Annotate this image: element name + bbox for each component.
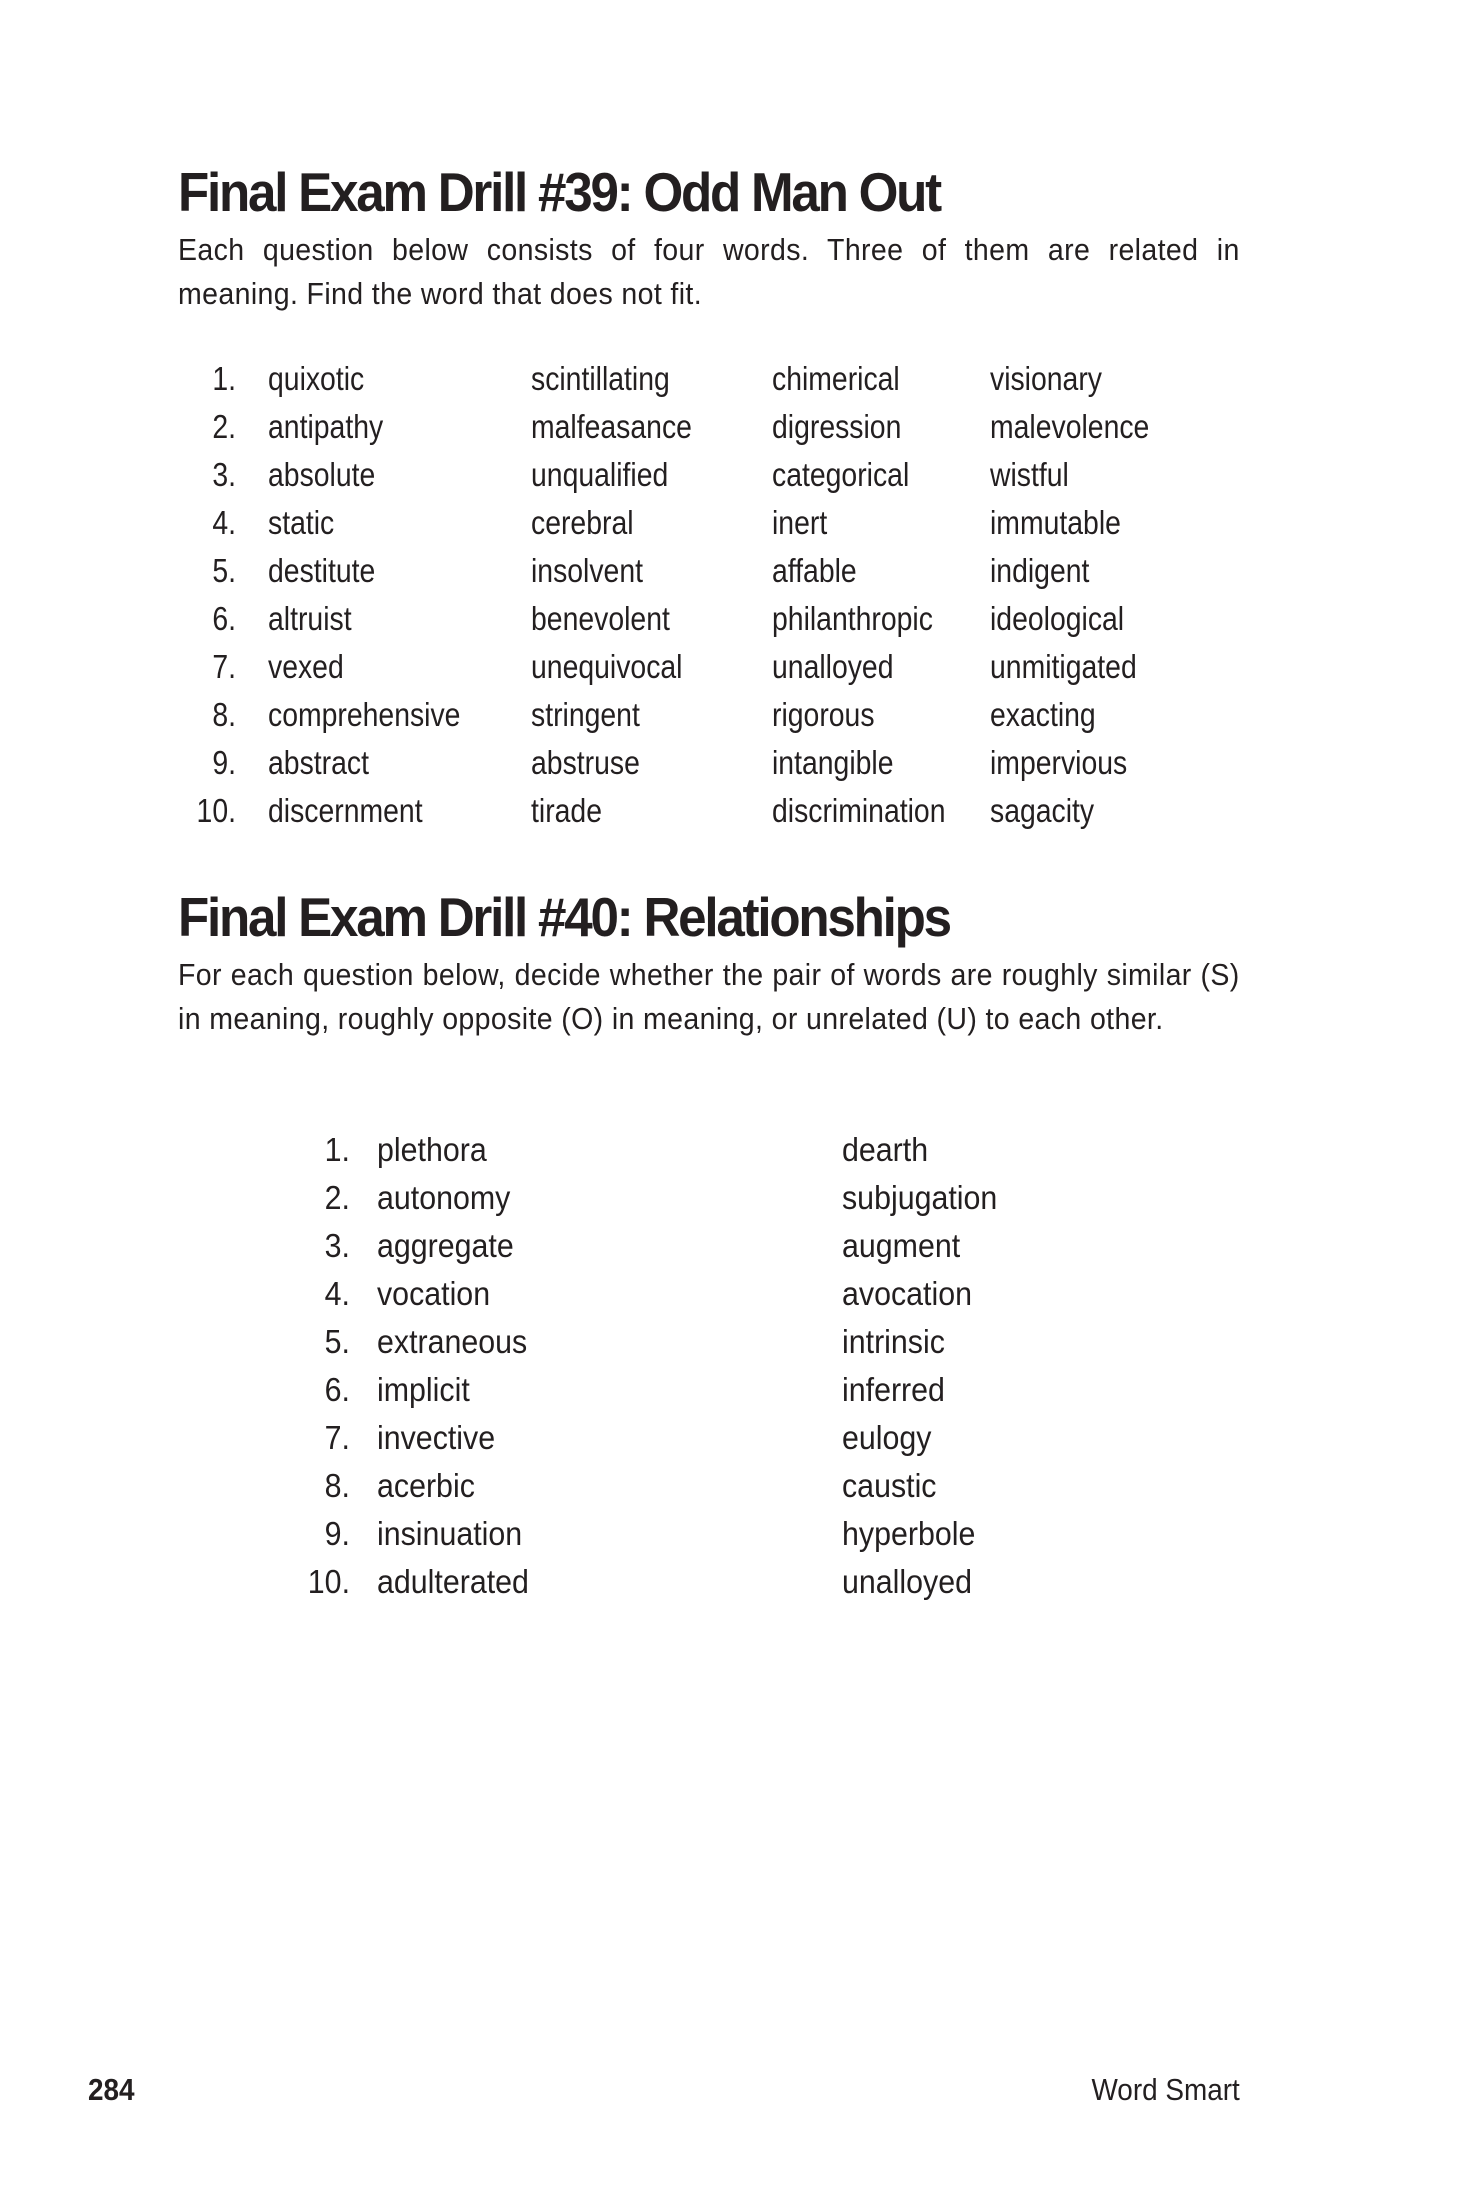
word-2: tirade (531, 792, 603, 829)
list-item (0, 739, 1459, 787)
word-3: categorical (772, 456, 910, 493)
word-3: rigorous (772, 696, 875, 733)
word-1: acerbic (377, 1467, 475, 1504)
word-4: immutable (990, 504, 1121, 541)
word-4: wistful (990, 456, 1069, 493)
word-1: invective (377, 1419, 496, 1456)
word-2: hyperbole (842, 1515, 976, 1552)
item-number: 7. (212, 648, 236, 685)
word-3: inert (772, 504, 828, 541)
drill-40-instructions: For each question below, decide whether the pair of words are roughly similar (S) in meaning, roughly opposite (O) in meaning, or unrelated (U) to each other. (178, 957, 1240, 1036)
word-2: inferred (842, 1371, 945, 1408)
word-4: impervious (990, 744, 1128, 781)
word-3: affable (772, 552, 857, 589)
word-1: discernment (268, 792, 423, 829)
list-item (0, 1222, 1459, 1270)
word-2: avocation (842, 1275, 972, 1312)
word-3: digression (772, 408, 902, 445)
word-2: unalloyed (842, 1563, 972, 1600)
item-number: 3. (324, 1227, 350, 1264)
item-number: 3. (212, 456, 236, 493)
word-3: discrimination (772, 792, 946, 829)
list-item (0, 547, 1459, 595)
drill-40-section (178, 885, 1240, 1041)
word-4: unmitigated (990, 648, 1137, 685)
list-item (0, 1414, 1459, 1462)
item-number: 6. (212, 600, 236, 637)
drill-39-section (178, 160, 1240, 316)
item-number: 10. (307, 1563, 350, 1600)
item-number: 1. (324, 1131, 350, 1168)
drill-39-word-list (0, 355, 1459, 835)
list-item (0, 403, 1459, 451)
word-2: caustic (842, 1467, 937, 1504)
list-item (0, 1318, 1459, 1366)
word-4: visionary (990, 360, 1102, 397)
item-number: 7. (324, 1419, 350, 1456)
word-1: antipathy (268, 408, 384, 445)
list-item (0, 1510, 1459, 1558)
page-footer (88, 2070, 1240, 2110)
list-item (0, 1366, 1459, 1414)
word-3: intangible (772, 744, 894, 781)
item-number: 8. (212, 696, 236, 733)
word-3: chimerical (772, 360, 900, 397)
item-number: 4. (212, 504, 236, 541)
page-number: 284 (88, 2072, 135, 2107)
word-4: exacting (990, 696, 1096, 733)
word-1: vocation (377, 1275, 491, 1312)
list-item (0, 451, 1459, 499)
word-1: plethora (377, 1131, 487, 1168)
word-1: static (268, 504, 335, 541)
item-number: 1. (212, 360, 236, 397)
list-item (0, 691, 1459, 739)
word-2: cerebral (531, 504, 634, 541)
list-item (0, 355, 1459, 403)
word-1: vexed (268, 648, 344, 685)
word-4: ideological (990, 600, 1125, 637)
word-1: absolute (268, 456, 376, 493)
word-2: eulogy (842, 1419, 932, 1456)
word-2: unequivocal (531, 648, 683, 685)
list-item (0, 1126, 1459, 1174)
list-item (0, 1558, 1459, 1606)
word-2: benevolent (531, 600, 670, 637)
item-number: 9. (324, 1515, 350, 1552)
item-number: 10. (196, 792, 236, 829)
word-3: philanthropic (772, 600, 933, 637)
item-number: 5. (212, 552, 236, 589)
item-number: 2. (324, 1179, 350, 1216)
word-1: autonomy (377, 1179, 511, 1216)
word-4: malevolence (990, 408, 1150, 445)
drill-40-title: Final Exam Drill #40: Relationships (178, 886, 950, 948)
list-item (0, 1174, 1459, 1222)
word-1: adulterated (377, 1563, 529, 1600)
word-4: sagacity (990, 792, 1095, 829)
item-number: 6. (324, 1371, 350, 1408)
list-item (0, 1462, 1459, 1510)
item-number: 8. (324, 1467, 350, 1504)
word-2: subjugation (842, 1179, 998, 1216)
word-2: dearth (842, 1131, 929, 1168)
word-3: unalloyed (772, 648, 894, 685)
book-title: Word Smart (1091, 2072, 1240, 2107)
word-1: extraneous (377, 1323, 528, 1360)
word-1: destitute (268, 552, 376, 589)
item-number: 2. (212, 408, 236, 445)
list-item (0, 787, 1459, 835)
list-item (0, 595, 1459, 643)
list-item (0, 1270, 1459, 1318)
word-1: quixotic (268, 360, 365, 397)
word-1: abstract (268, 744, 369, 781)
item-number: 5. (324, 1323, 350, 1360)
word-2: intrinsic (842, 1323, 945, 1360)
word-4: indigent (990, 552, 1090, 589)
drill-40-word-list (0, 1126, 1459, 1606)
word-2: insolvent (531, 552, 644, 589)
list-item (0, 643, 1459, 691)
word-2: augment (842, 1227, 961, 1264)
word-2: scintillating (531, 360, 670, 397)
word-2: stringent (531, 696, 640, 733)
word-1: comprehensive (268, 696, 461, 733)
list-item (0, 499, 1459, 547)
drill-39-title: Final Exam Drill #39: Odd Man Out (178, 161, 940, 223)
item-number: 9. (212, 744, 236, 781)
word-1: implicit (377, 1371, 470, 1408)
drill-39-instructions: Each question below consists of four words. Three of them are related in meaning. Find the word that does not fit. (178, 232, 1240, 311)
word-2: unqualified (531, 456, 669, 493)
item-number: 4. (324, 1275, 350, 1312)
word-1: aggregate (377, 1227, 514, 1264)
word-1: altruist (268, 600, 352, 637)
word-2: abstruse (531, 744, 640, 781)
word-2: malfeasance (531, 408, 692, 445)
word-1: insinuation (377, 1515, 523, 1552)
